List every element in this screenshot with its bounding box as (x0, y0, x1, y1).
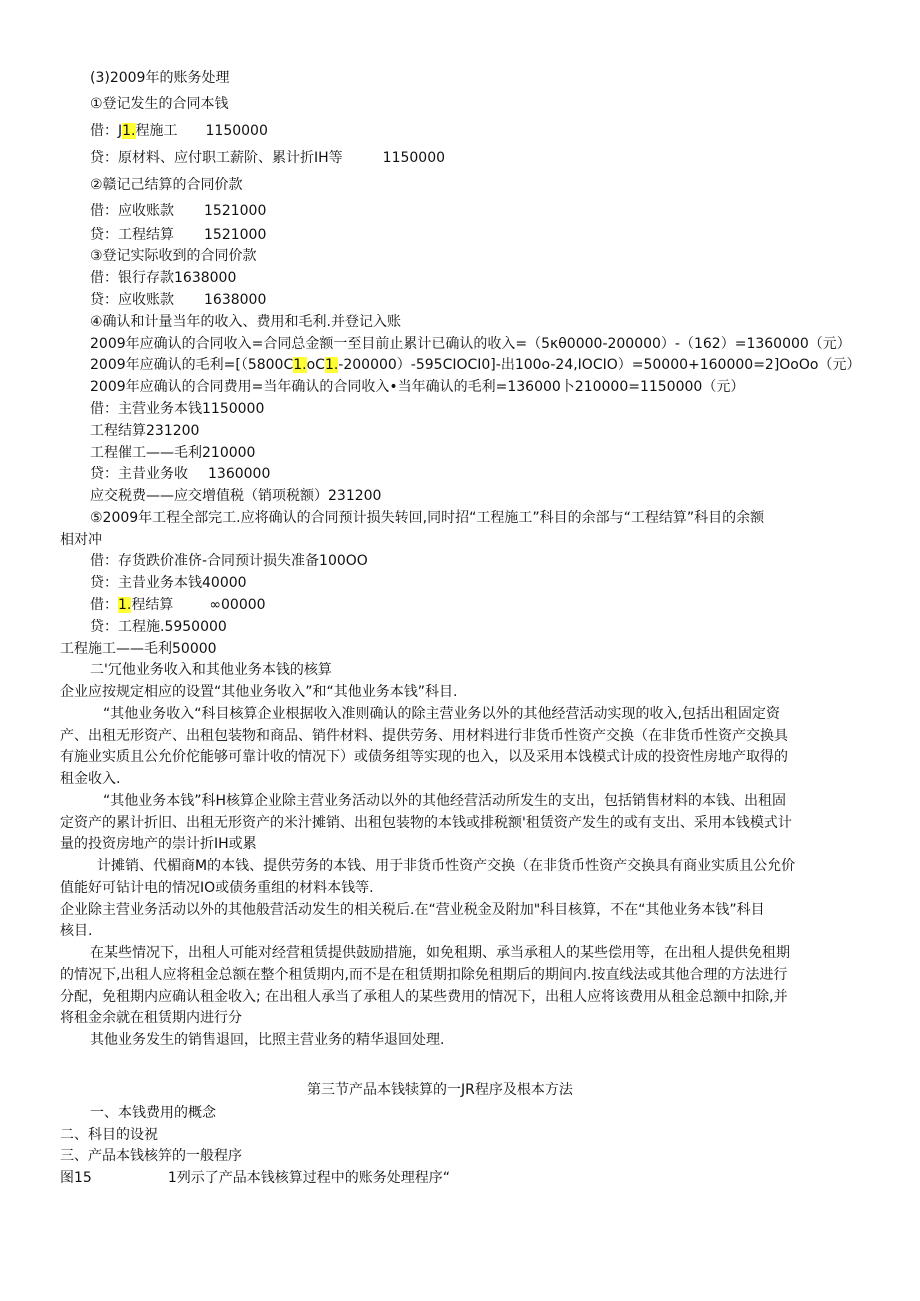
step-2-heading: ②赣记己结算的合同价款 (90, 177, 243, 193)
highlight-mark: 1. (118, 597, 132, 613)
step-1-heading: ①登记发生的合同本钱 (90, 96, 229, 112)
entry-project-gross-profit: 工程催工——毛利210000 (90, 445, 256, 461)
paragraph-line: 有施业实质且公允价佗能够可靠计收的情况下）或债务组等实现的也入，以及采用本饯模式计成的投资性房地产取得的 (60, 749, 788, 765)
entry-amount: 1150000 (205, 123, 268, 139)
entry-credit-settlement (90, 225, 266, 245)
paragraph-line: 在某些情况下，出租人可能对经营租赁提供鼓励措施，如免租期、承当承租人的某些偿用等，在出租人提供免租期 (90, 945, 790, 961)
formula-text: -200000）-595CIOCI0]-出100o-24,IOCIO）=50000+160000=2]OoOo（元） (338, 357, 861, 373)
figure-reference (60, 1168, 450, 1188)
figure-label: 图15 (60, 1170, 92, 1186)
section-heading-other-business: 二'冗他业务收入和其他业务本钱的核算 (90, 662, 332, 678)
entry-credit-materials (90, 148, 445, 168)
entry-debit-project-settlement (90, 595, 266, 615)
formula-contract-cost: 2009年应确认的合同费用=当年确认的合同收入•当年确认的毛利=136000卜210000=1150000（元） (90, 379, 745, 395)
entry-project-profit-50000: 工程施工——毛利50000 (60, 641, 217, 657)
outline-item-3: 三、产品本钱核笄的一般程序 (60, 1148, 242, 1164)
paragraph-line: 量的投资房地产的崇计折IH或累 (60, 836, 257, 852)
entry-debit-loss-provision: 借：存货跌价准侪-合同预计损失准备100OO (90, 553, 368, 569)
paragraph-line: 将租金余就在租赁期内进行分 (60, 1010, 242, 1026)
formula-text: oC (306, 357, 325, 373)
entry-amount: 1521000 (204, 203, 267, 219)
entry-text: 程施工 (135, 123, 178, 139)
entry-debit-main-cost: 借：主营业务本钱1150000 (90, 401, 265, 417)
entry-amount: ∞00000 (209, 597, 266, 613)
step-3-heading: ③登记实际收到的合同价款 (90, 248, 257, 264)
outline-item-1: 一、本钱费用的概念 (90, 1105, 216, 1121)
paragraph-line: 企业应按规定相应的设置“其他业务收入”和“其他业务本钱”科目. (60, 684, 458, 700)
entry-credit-project-cost: 贷：工程施.5950000 (90, 619, 227, 635)
entry-vat-payable: 应交税费——应交增值税（销项税额）231200 (90, 488, 382, 504)
paragraph-line: “其他业务收入“科目核算企业根据收入准则确认的除主营业务以外的其他经营活动实现的收入,包括出租固定资 (103, 706, 780, 722)
paragraph-line: 租金收入. (60, 771, 121, 787)
entry-text: 借：应收账款 (90, 203, 174, 219)
paragraph-line: “其他业务本钱”科H核算企业除主营业务活动以外的其他经营活动所发生的支出，包括销售材料的本钱、出租固 (103, 793, 787, 809)
section-heading-2009-accounting: (3)2009年的账务处理 (90, 70, 230, 86)
entry-text: 贷：工程结算 (90, 227, 174, 243)
paragraph-line: 计摊销、代楣商M的本钱、提供劳务的本钱、用于非货币性资产交换（在非货币性资产交换具有商业实质且公允价 (97, 858, 796, 874)
entry-amount: 1638000 (204, 292, 267, 308)
formula-text: 2009年应确认的毛利=[（5800C (90, 357, 294, 373)
entry-text: 借：J (90, 123, 123, 139)
paragraph-line: 的情况下,出租人应将租金总额在整个租赁期内,而不是在租赁期扣除免租期后的期间内.按直线法或其他合理的方法进行 (60, 967, 788, 983)
step-5-heading: ⑤2009年工程全部完工.应将确认的合同预计损失转回,同时招“工程施工”科目的余部与“工程结算”科目的余额 (90, 510, 765, 526)
entry-text: 贷：原材料、应付职工薪阶、累计折IH等 (90, 150, 343, 166)
section-title-cost-accounting: 第三节产品本钱犊算的一JR程序及根本方法 (307, 1082, 573, 1098)
entry-text: 借： (90, 597, 118, 613)
entry-amount: 1521000 (204, 227, 267, 243)
highlight-mark: 1. (324, 357, 339, 373)
figure-caption: 1列示了产品本钱核算过程中的账务处理程序“ (167, 1170, 450, 1186)
paragraph-line: 分配，免租期内应确认租金收入; 在出租人承当了承租人的某些费用的情况下，出租人应将该费用从租金总额中扣除,并 (60, 989, 788, 1005)
paragraph-line: 核目. (60, 923, 93, 939)
paragraph-line: 企业除主营业务活动以外的其他般营活动发生的相关税后.在“营业税金及附加"科目核算，不在“其他业务本钱”科目 (60, 902, 765, 918)
formula-contract-revenue: 2009年应确认的合同收入=合同总金额一至目前止累计已确认的收入=（5κθ0000-200000）-（162）=1360000（元） (90, 336, 851, 352)
entry-text: 程结算 (131, 597, 174, 613)
paragraph-line: 值能好可钻计电的情况IO或债务重组的材料本钱等. (60, 880, 374, 896)
paragraph-line: 其他业务发生的销售退回，比照主营业务的精华退回处理. (90, 1032, 445, 1048)
entry-credit-main-cost: 贷：主昔业务本钱40000 (90, 575, 247, 591)
entry-credit-receivable (90, 290, 266, 310)
step-5-continuation: 相对冲 (60, 532, 102, 548)
entry-amount: 1150000 (382, 150, 446, 166)
paragraph-line: 产、出租无形资产、出租包装物和商品、销件材料、提供劳务、用材料进行非货币性资产交换（在非货币性资产交换具 (60, 728, 788, 744)
entry-text: 贷：主昔业务收 (90, 466, 188, 482)
entry-debit-bank: 借：银行存款1638000 (90, 270, 237, 286)
entry-debit-receivable (90, 201, 266, 221)
highlight-mark: 1. (293, 357, 307, 373)
entry-debit-project-cost (90, 121, 268, 141)
entry-text: 贷：应收账款 (90, 292, 174, 308)
entry-amount: 1360000 (208, 466, 271, 482)
paragraph-line: 定资产的累计折旧、出租无形资产的米汁摊销、出租包装物的本钱或排税额'租赁资产发生的或有支出、采用本钱模式计 (60, 815, 792, 831)
entry-credit-main-revenue (90, 464, 270, 484)
entry-project-settlement: 工程结算231200 (90, 423, 200, 439)
highlight-mark: 1. (122, 123, 136, 139)
outline-item-2: 二、科目的设祝 (60, 1127, 158, 1143)
formula-gross-profit (90, 355, 860, 375)
step-4-heading: ④确认和计量当年的收入、费用和毛利.并登记入账 (90, 314, 401, 330)
